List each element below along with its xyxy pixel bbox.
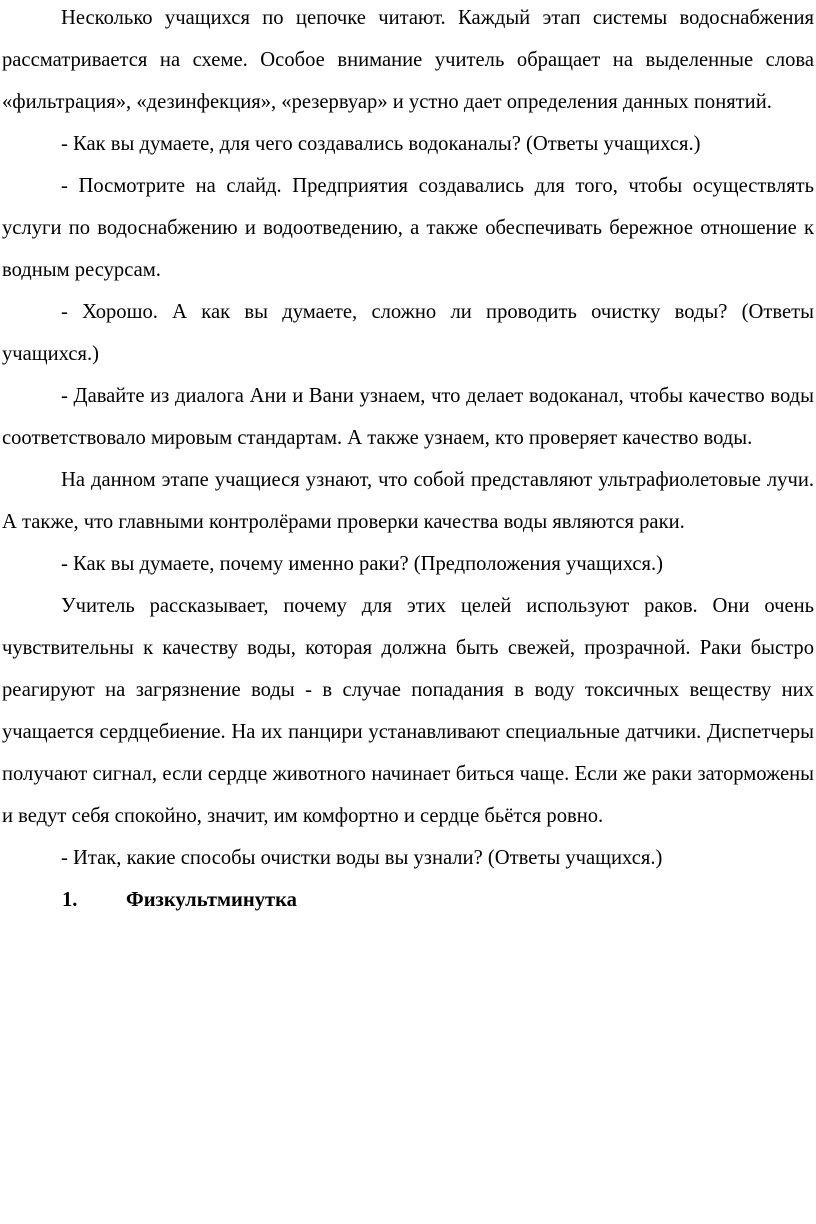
paragraph: На данном этапе учащиеся узнают, что собой представляют ультрафиолетовые лучи. А также, что главными контролёрами проверки качества воды являются раки.: [2, 469, 814, 533]
paragraph: - Давайте из диалога Ани и Вани узнаем, что делает водоканал, чтобы качество воды соответствовало мировым стандартам. А также узнаем, кто проверяет качество воды.: [2, 385, 814, 449]
section-number: 1.: [62, 889, 78, 911]
paragraph: - Хорошо. А как вы думаете, сложно ли проводить очистку воды? (Ответы учащихся.): [2, 301, 814, 365]
paragraph: - Как вы думаете, для чего создавались водоканалы? (Ответы учащихся.): [61, 133, 701, 155]
paragraph: Несколько учащихся по цепочке читают. Каждый этап системы водоснабжения рассматривается на схеме. Особое внимание учитель обращает на выделенные слова «фильтрация», «дезинфекция», «резервуар» и устно дает определения данных понятий.: [2, 7, 814, 113]
paragraph: - Посмотрите на слайд. Предприятия создавались для того, чтобы осуществлять услуги по водоснабжению и водоотведению, а также обеспечивать бережное отношение к водным ресурсам.: [2, 175, 814, 281]
section-heading: [2, 879, 814, 921]
section-title: Физкультминутка: [126, 889, 297, 911]
paragraph: - Как вы думаете, почему именно раки? (Предположения учащихся.): [61, 553, 664, 575]
paragraph: - Итак, какие способы очистки воды вы узнали? (Ответы учащихся.): [61, 847, 663, 869]
paragraph: Учитель рассказывает, почему для этих целей используют раков. Они очень чувствительны к качеству воды, которая должна быть свежей, прозрачной. Раки быстро реагируют на загрязнение воды - в случае попадания в воду токсичных веществу них учащается сердцебиение. На их панцири устанавливают специальные датчики. Диспетчеры получают сигнал, если сердце животного начинает биться чаще. Если же раки заторможены и ведут себя спокойно, значит, им комфортно и сердце бьётся ровно.: [2, 595, 814, 827]
